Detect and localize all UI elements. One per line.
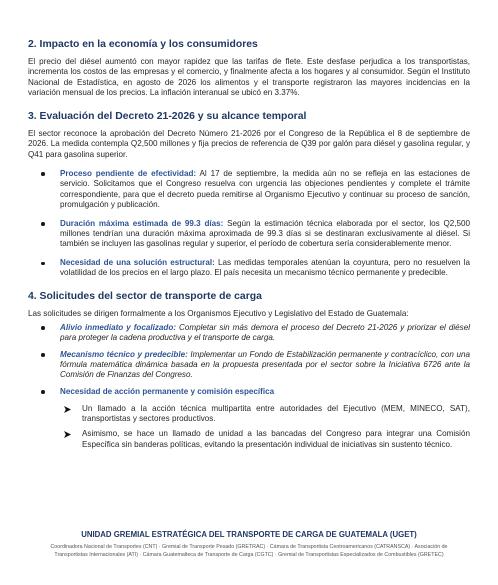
bullet-dot-icon bbox=[41, 262, 45, 266]
bullet-item bbox=[28, 387, 470, 450]
sub-bullet-text: Un llamado a la acción técnica multipartita entre autoridades del Ejecutivo (MEM, MINECO, SAT), transportistas y sectores productivos. bbox=[82, 403, 470, 424]
bullet-lead: Necesidad de acción permanente y comisión específica bbox=[60, 386, 275, 396]
bullet-list bbox=[28, 323, 470, 450]
arrow-right-icon bbox=[64, 406, 71, 413]
bullet-item bbox=[28, 258, 470, 279]
sub-bullet-item bbox=[60, 404, 470, 425]
bullet-dot-icon bbox=[41, 222, 45, 226]
sub-bullet-item bbox=[60, 429, 470, 450]
bullet-item bbox=[28, 323, 470, 344]
bullet-lead: Mecanismo técnico y predecible: bbox=[60, 349, 188, 359]
bullet-dot-icon bbox=[41, 172, 45, 176]
section-impacto-economia bbox=[28, 38, 470, 98]
section-heading: 2. Impacto en la economía y los consumidores bbox=[28, 39, 258, 50]
sub-bullet-text: Asimismo, se hace un llamado de unidad a las bancadas del Congreso para integrar una Comisión Específica sin banderas políticas, evitando la presentación individual de iniciativas sin sustento técnico. bbox=[82, 429, 470, 449]
section-solicitudes bbox=[28, 290, 470, 450]
section-paragraph: El sector reconoce la aprobación del Decreto Número 21-2026 por el Congreso de la República el 8 de septiembre de 2026. La medida contempla Q2,500 millones y fija precios de referencia de Q39 por galón para diésel y gasolina regular, y Q41 para gasolina superior. bbox=[28, 129, 470, 159]
footer-organization: UNIDAD GREMIAL ESTRATÉGICA DEL TRANSPORTE DE CARGA DE GUATEMALA (UGET) bbox=[81, 530, 417, 539]
bullet-item bbox=[28, 350, 470, 381]
bullet-lead: Duración máxima estimada de 99.3 días: bbox=[60, 218, 224, 228]
sub-bullet-list bbox=[60, 404, 470, 450]
bullet-text: Según la estimación técnica elaborada por el sector, los Q2,500 millones tendrían una duración máxima aproximada de 99.3 días si se destinaran exclusivamente al diésel. Si también se incluyen las gasolinas regular y superior, el período de cobertura sería considerablemente menor. bbox=[60, 218, 470, 249]
bullet-item bbox=[28, 219, 470, 250]
section-heading: 4. Solicitudes del sector de transporte de carga bbox=[28, 290, 262, 302]
bullet-text: Completar sin más demora el proceso del Decreto 21-2026 y priorizar el diésel para proteger la cadena productiva y el transporte de carga. bbox=[60, 323, 470, 343]
section-paragraph: El precio del diésel aumentó con mayor rapidez que las tarifas de flete. Este desfase perjudica a los transportistas, incrementa los costos de las empresas y el comercio, y finalmente afecta a los hogares y al consumidor. Según el Instituto Nacional de Estadística, en agosto de 2026 los alimentos y el transporte registraron las mayores incidencias en la variación mensual de los precios. La inflación interanual se ubicó en 3.37%. bbox=[28, 57, 470, 97]
bullet-text: Al 17 de septiembre, la medida aún no se refleja en las estaciones de servicio. Solicitamos que el Congreso resuelva con urgencia las objeciones pendientes y complete el trámite correspondiente, para que el decreto pueda remitirse al Organismo Ejecutivo y continuar su proceso de sanción, promulgación y publicación. bbox=[60, 169, 470, 209]
section-paragraph: Las solicitudes se dirigen formalmente a los Organismos Ejecutivo y Legislativo del Estado de Guatemala: bbox=[28, 308, 409, 318]
arrow-right-icon bbox=[64, 431, 71, 438]
section-heading: 3. Evaluación del Decreto 21-2026 y su alcance temporal bbox=[28, 111, 307, 123]
bullet-text: Las medidas temporales atenúan la coyuntura, pero no resuelven la volatilidad de los precios en el largo plazo. El país necesita un mecanismo técnico permanente y predecible. bbox=[60, 258, 470, 278]
bullet-lead: Alivio inmediato y focalizado: bbox=[60, 323, 177, 333]
bullet-list bbox=[28, 169, 470, 279]
document-body bbox=[28, 38, 470, 450]
section-evaluacion-decreto bbox=[28, 110, 470, 279]
bullet-dot-icon bbox=[41, 326, 45, 330]
bullet-lead: Proceso pendiente de efectividad: bbox=[60, 169, 197, 179]
footer-members: Coordinadora Nacional de Transportes (CNT) · Gremial de Transporte Pesado (GRETRAC) · Cámara de Transportista Centroamericanos (CATRANSCA) · Asociación de Transportistas Internacionales (ATI) · Cámara Guatemalteca de Transporte de Carga (CGTC) · Gremial de Transportistas Especializados de Combustibles (GRETEC) bbox=[50, 544, 448, 558]
bullet-dot-icon bbox=[41, 353, 45, 357]
page-footer bbox=[0, 530, 498, 559]
bullet-item bbox=[28, 169, 470, 210]
bullet-lead: Necesidad de una solución estructural: bbox=[60, 258, 215, 268]
bullet-dot-icon bbox=[41, 390, 45, 394]
bullet-text: Implementar un Fondo de Estabilización permanente y contracíclico, con una fórmula matemática dinámica basada en la propuesta presentada por el sector sobre la Iniciativa 6726 ante la Comisión de Finanzas del Congreso. bbox=[60, 349, 470, 380]
